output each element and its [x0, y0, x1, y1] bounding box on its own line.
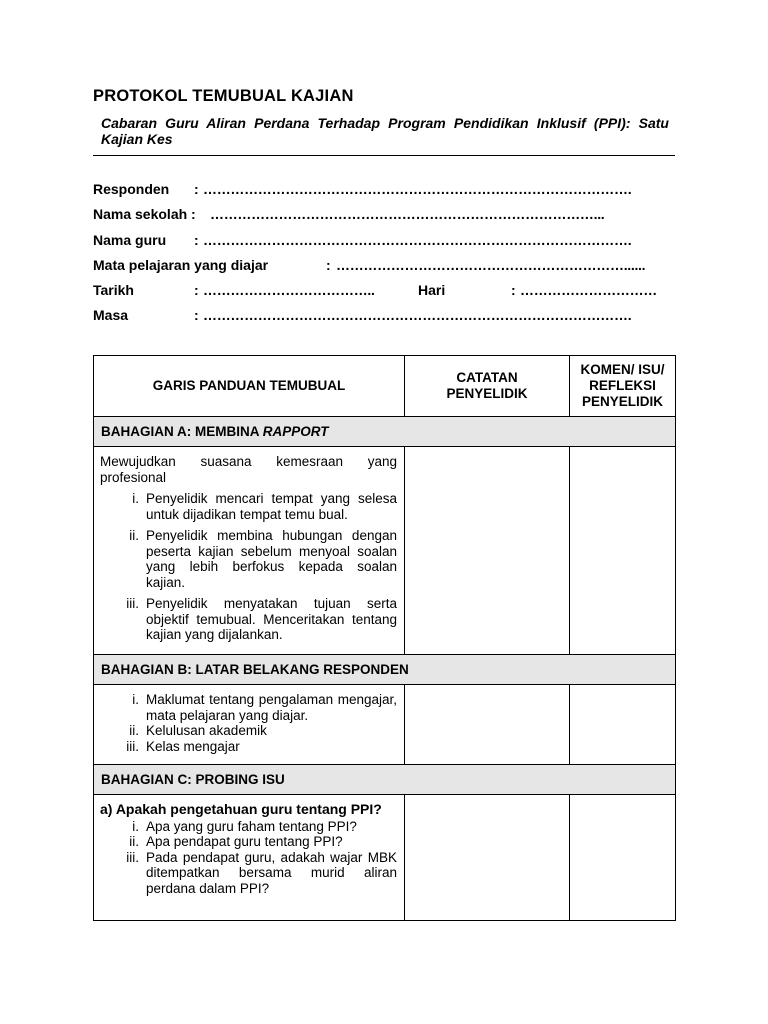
field-colon-mata-pelajaran: : — [326, 257, 331, 273]
field-label-responden: Responden — [93, 181, 170, 197]
section-b-content-row — [94, 685, 676, 765]
header-catatan-penyelidik: CATATAN PENYELIDIK — [405, 356, 570, 417]
section-c-komen-cell[interactable] — [570, 795, 676, 921]
list-item: iii. Kelas mengajar — [126, 738, 240, 754]
list-item: ii. Kelulusan akademik — [129, 723, 267, 738]
list-item: i. Maklumat tentang pengalaman mengajar, mata pelajaran yang diajar. — [132, 692, 397, 723]
field-label-nama-guru: Nama guru — [93, 232, 167, 248]
field-label-mata-pelajaran: Mata pelajaran yang diajar — [93, 257, 269, 273]
section-c-header-row — [94, 765, 676, 795]
field-responden-blank[interactable]: …………………………………………………………………………………. — [203, 181, 632, 197]
field-hari-blank[interactable]: ………………………… — [520, 282, 658, 298]
section-a-lead: Mewujudkan suasana kemesraan yang profesional — [100, 454, 397, 485]
field-tarikh-blank[interactable]: ……………………………….. — [203, 282, 375, 298]
field-label-tarikh: Tarikh — [93, 282, 134, 298]
field-masa-blank[interactable]: …………………………………………………………………………………. — [203, 307, 632, 323]
list-item: ii. Apa pendapat guru tentang PPI? — [129, 834, 343, 849]
field-colon-hari: : — [511, 282, 516, 298]
field-mata-pelajaran-blank[interactable]: ………………………………………………………...... — [336, 257, 646, 273]
section-b-catatan-cell[interactable] — [405, 685, 570, 765]
list-item: iii. Penyelidik menyatakan tujuan serta objektif temubual. Menceritakan tentang kajian yang dijalankan. — [126, 596, 397, 642]
section-c-title: BAHAGIAN C: PROBING ISU — [94, 765, 676, 795]
field-nama-guru-blank[interactable]: …………………………………………………………………………………. — [203, 232, 632, 248]
header-komen-isu-refleksi: KOMEN/ ISU/ REFLEKSI PENYELIDIK — [570, 356, 676, 417]
section-a-content-row — [94, 447, 676, 655]
field-colon-nama-guru: : — [194, 232, 199, 248]
section-a-header-row — [94, 417, 676, 447]
section-a-catatan-cell[interactable] — [405, 447, 570, 655]
header-garis-panduan: GARIS PANDUAN TEMUBUAL — [94, 356, 405, 417]
section-b-title: BAHAGIAN B: LATAR BELAKANG RESPONDEN — [94, 655, 676, 685]
list-item: i. Apa yang guru faham tentang PPI? — [132, 818, 357, 834]
field-colon-masa: : — [194, 307, 199, 323]
section-a-komen-cell[interactable] — [570, 447, 676, 655]
field-colon-tarikh: : — [194, 282, 199, 298]
field-colon-responden: : — [194, 181, 199, 197]
section-c-catatan-cell[interactable] — [405, 795, 570, 921]
field-label-nama-sekolah: Nama sekolah : — [93, 206, 196, 222]
section-b-guide-cell — [94, 685, 405, 765]
section-c-content-row — [94, 795, 676, 921]
section-c-guide-cell — [94, 795, 405, 921]
section-c-question: a) Apakah pengetahuan guru tentang PPI? — [100, 801, 382, 817]
document-title: PROTOKOL TEMUBUAL KAJIAN — [93, 87, 354, 105]
field-label-hari: Hari — [418, 282, 446, 298]
interview-guide-table — [93, 355, 676, 921]
list-item: ii. Penyelidik membina hubungan dengan peserta kajian sebelum menyoal soalan yang lebih berfokus kepada soalan kajian. — [129, 528, 397, 590]
field-nama-sekolah-blank[interactable]: …………………………………………………………………………... — [210, 206, 605, 222]
list-item: iii. Pada pendapat guru, adakah wajar MBK ditempatkan bersama murid aliran perdana dalam PPI? — [126, 849, 397, 896]
section-a-title: BAHAGIAN A: MEMBINA RAPPORT — [94, 417, 676, 447]
section-b-header-row — [94, 655, 676, 685]
list-item: i. Penyelidik mencari tempat yang selesa untuk dijadikan tempat temu bual. — [132, 491, 397, 522]
table-header-row — [94, 356, 676, 417]
section-a-guide-cell — [94, 447, 405, 655]
document-subtitle: Cabaran Guru Aliran Perdana Terhadap Program Pendidikan Inklusif (PPI): Satu Kajian Kes — [101, 115, 669, 147]
section-b-komen-cell[interactable] — [570, 685, 676, 765]
header-divider — [93, 155, 675, 156]
field-label-masa: Masa — [93, 307, 129, 323]
